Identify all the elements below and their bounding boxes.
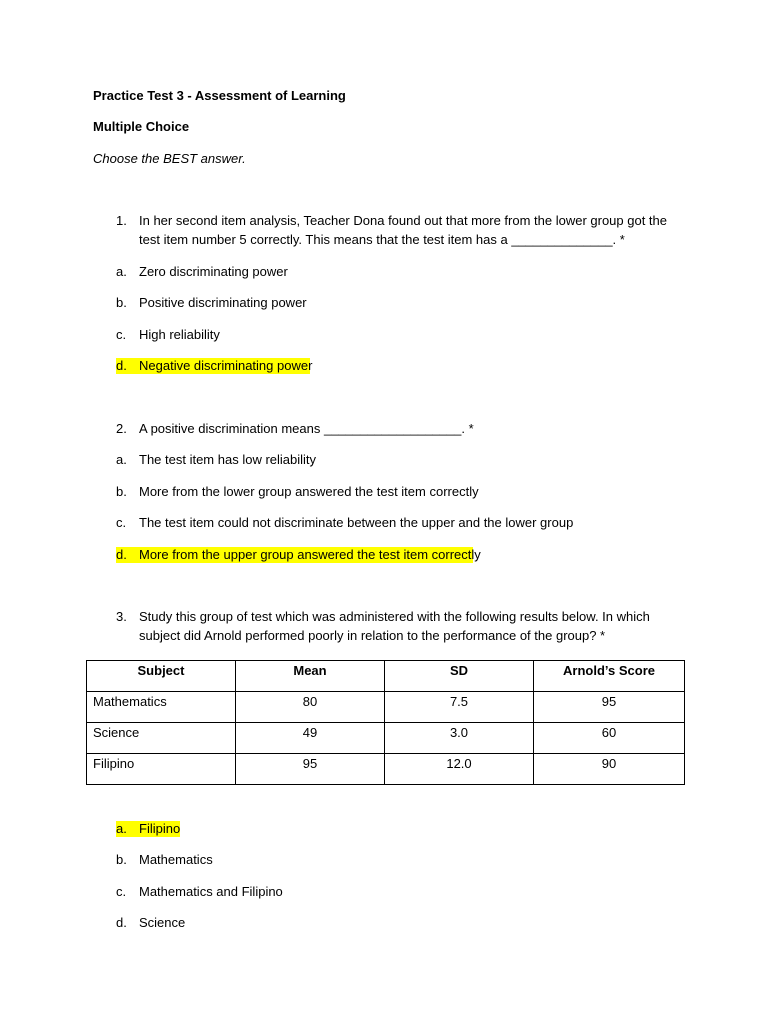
column-header: Arnold’s Score — [534, 661, 685, 692]
table-cell: 95 — [534, 692, 685, 723]
choice-text: The test item has low reliability — [139, 452, 317, 467]
choice-text: Mathematics and Filipino — [139, 884, 283, 899]
choice-text-correct: Filipino — [139, 821, 181, 836]
choice-text: Science — [139, 915, 186, 930]
choice-letter: d. — [116, 915, 127, 930]
question-text: A positive discrimination means ___________________. * — [139, 421, 474, 436]
question-text: Study this group of test which was administered with the following results below. In which subject did Arnold performed poorly in relation to the performance of the group? * — [139, 609, 650, 643]
choice-letter: c. — [116, 884, 127, 899]
choice-letter: d. — [116, 547, 127, 562]
table-row — [87, 723, 685, 754]
question-text: In her second item analysis, Teacher Dona found out that more from the lower group got the test item number 5 correctly. This means that the test item has a ______________. * — [139, 213, 668, 247]
section-heading: Multiple Choice — [93, 119, 190, 134]
choice-letter: b. — [116, 484, 127, 499]
choice-text: Mathematics — [139, 852, 213, 867]
column-header: Subject — [87, 661, 236, 692]
table-cell: 60 — [534, 723, 685, 754]
question-number: 2. — [116, 421, 127, 436]
table-cell: 12.0 — [385, 754, 534, 785]
choice-text: Positive discriminating power — [139, 295, 307, 310]
choice-text: High reliability — [139, 327, 220, 342]
column-header: SD — [385, 661, 534, 692]
choice-text: The test item could not discriminate between the upper and the lower group — [139, 515, 574, 530]
choice-letter: c. — [116, 515, 127, 530]
choice-letter: b. — [116, 852, 127, 867]
choice-letter: a. — [116, 264, 127, 279]
document-title: Practice Test 3 - Assessment of Learning — [93, 88, 346, 103]
column-header: Mean — [236, 661, 385, 692]
choice-letter: b. — [116, 295, 127, 310]
table-cell: Science — [87, 723, 236, 754]
scores-table — [86, 660, 685, 785]
choice-text-correct: More from the upper group answered the test item correctly — [139, 547, 481, 562]
table-cell: Mathematics — [87, 692, 236, 723]
question-number: 1. — [116, 213, 127, 228]
choice-text: More from the lower group answered the test item correctly — [139, 484, 479, 499]
table-row — [87, 692, 685, 723]
table-header-row — [87, 661, 685, 692]
choice-letter: c. — [116, 327, 127, 342]
table-cell: 3.0 — [385, 723, 534, 754]
choice-letter: d. — [116, 358, 127, 373]
table-cell: 7.5 — [385, 692, 534, 723]
choice-text: Zero discriminating power — [139, 264, 288, 279]
choice-letter: a. — [116, 821, 127, 836]
choice-letter: a. — [116, 452, 127, 467]
table-cell: 80 — [236, 692, 385, 723]
table-cell: 49 — [236, 723, 385, 754]
table-cell: 90 — [534, 754, 685, 785]
question-number: 3. — [116, 609, 127, 624]
table-row — [87, 754, 685, 785]
table-cell: 95 — [236, 754, 385, 785]
table-cell: Filipino — [87, 754, 236, 785]
choice-text-correct: Negative discriminating power — [139, 358, 313, 373]
instruction-text: Choose the BEST answer. — [93, 151, 246, 166]
